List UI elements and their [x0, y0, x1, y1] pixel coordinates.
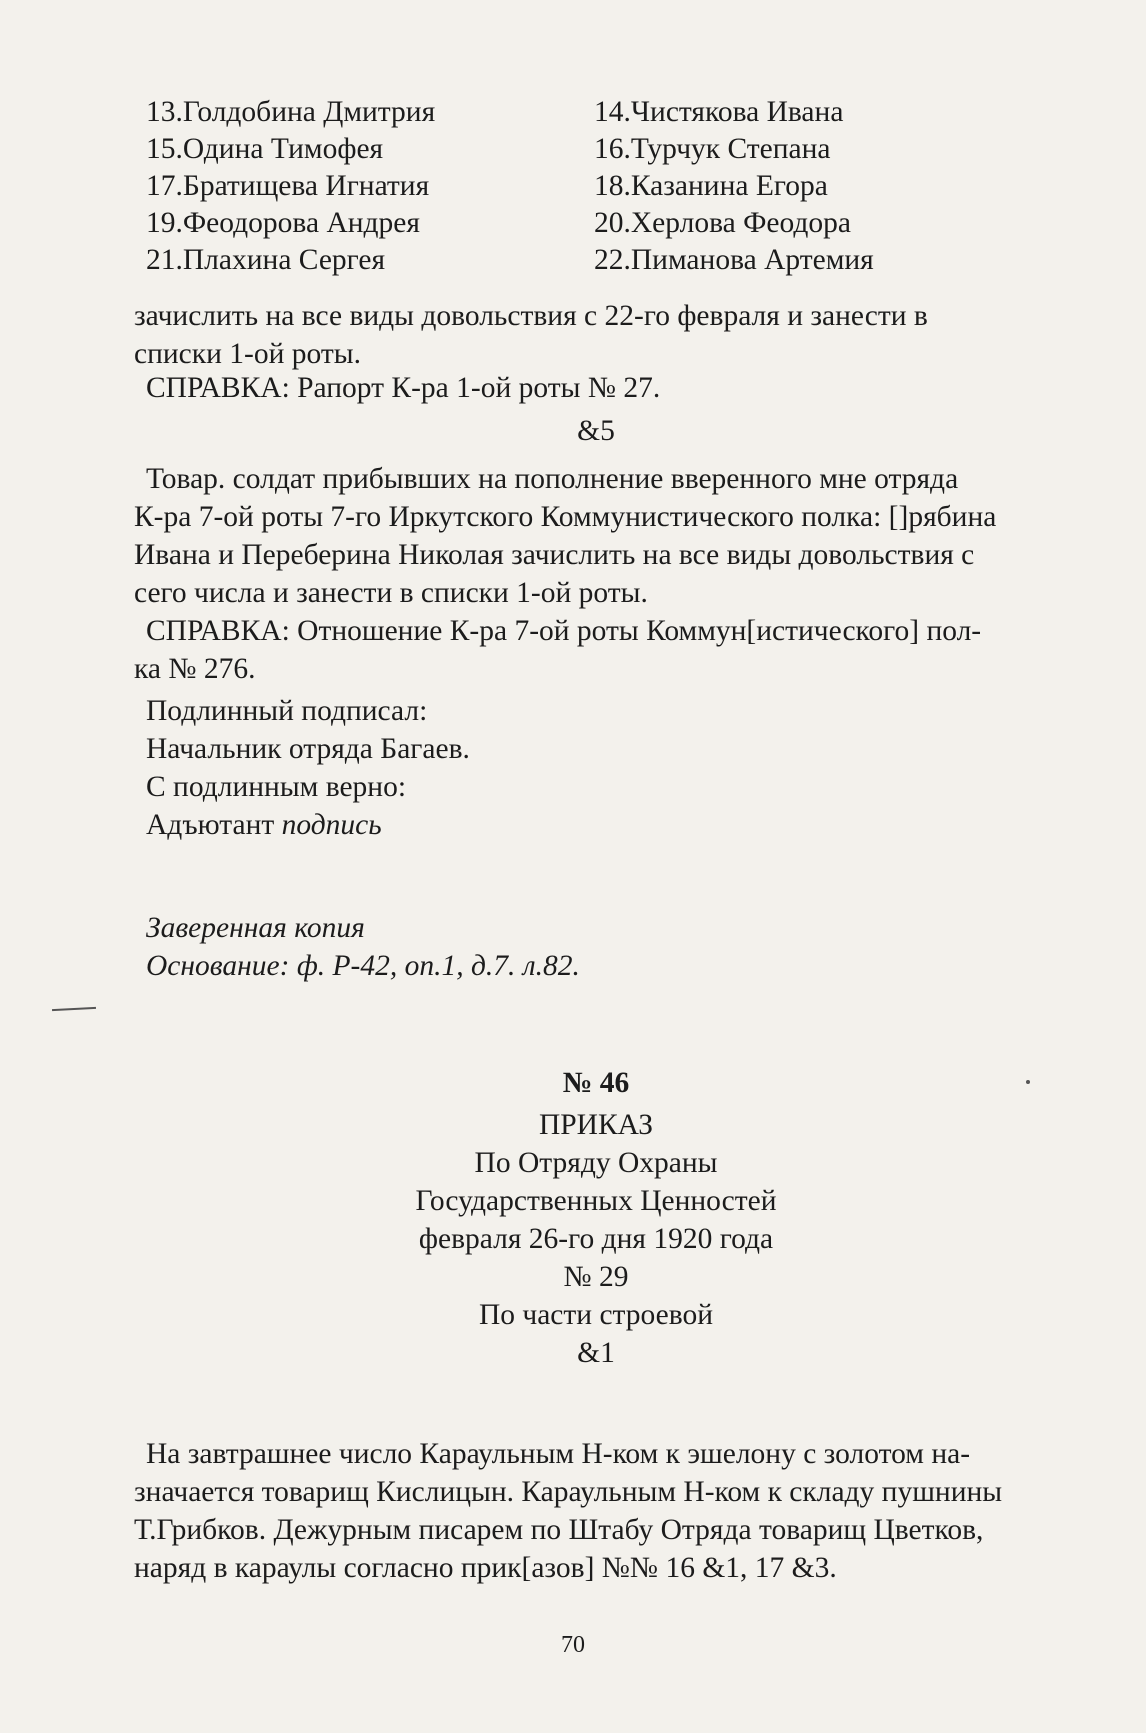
spravka-note — [134, 612, 1058, 688]
paragraph-line: списки 1-ой роты. — [134, 338, 361, 370]
list-row — [146, 242, 1046, 279]
archive-basis: Основание: ф. Р-42, оп.1, д.7. л.82. — [146, 950, 580, 982]
paragraph-line: Ивана и Переберина Николая зачислить на все виды довольствия с — [134, 539, 975, 571]
adjutant-signature: подпись — [281, 809, 382, 841]
chief-line: Начальник отряда Багаев. — [146, 733, 470, 765]
document-number: № 46 — [562, 1067, 630, 1099]
names-list — [146, 94, 1046, 279]
signed-label: Подлинный подписал: — [146, 695, 428, 727]
list-item: 21.Плахина Сергея — [146, 244, 386, 276]
paragraph-line: значается товарищ Кислицын. Караульным Н-ком к складу пушнины — [134, 1476, 1003, 1508]
margin-mark — [52, 1007, 96, 1011]
list-item: 19.Феодорова Андрея — [146, 207, 420, 239]
certification-block — [146, 909, 1070, 985]
paragraph-line: Т.Грибков. Дежурным писарем по Штабу Отряда товарищ Цветков, — [134, 1514, 984, 1546]
list-row — [146, 94, 1046, 131]
paragraph-line: На завтрашнее число Караульным Н-ком к эшелону с золотом на- — [146, 1438, 971, 1470]
paragraph-line: СПРАВКА: Отношение К-ра 7-ой роты Коммун[истического] пол- — [146, 615, 982, 647]
order-part: По части строевой — [478, 1299, 714, 1331]
adjutant-line — [146, 806, 1070, 844]
paragraph-line: ка № 276. — [134, 653, 256, 685]
list-item: 17.Братищева Игнатия — [146, 170, 430, 202]
list-row — [146, 205, 1046, 242]
order-title: ПРИКАЗ — [538, 1109, 654, 1141]
list-item: 20.Херлова Феодора — [594, 207, 852, 239]
order-date: февраля 26-го дня 1920 года — [418, 1223, 774, 1255]
paragraph-line: сего числа и занести в списки 1-ой роты. — [134, 577, 648, 609]
order-header — [134, 1064, 1058, 1372]
page-number: 70 — [561, 1632, 585, 1658]
section-marker: &5 — [577, 415, 615, 447]
order-subtitle: По Отряду Охраны — [474, 1147, 718, 1179]
order-number: № 29 — [563, 1261, 629, 1293]
list-item: 15.Одина Тимофея — [146, 133, 384, 165]
spravka-note: СПРАВКА: Рапорт К-ра 1-ой роты № 27. — [146, 372, 661, 404]
list-row — [146, 168, 1046, 205]
adjutant-title: Адъютант — [146, 809, 275, 841]
list-item: 14.Чистякова Ивана — [594, 96, 844, 128]
list-item: 22.Пиманова Артемия — [594, 244, 874, 276]
paragraph-line: наряд в караулы согласно прик[азов] №№ 16 &1, 17 &3. — [134, 1552, 837, 1584]
paragraph-line: Товар. солдат прибывших на пополнение вверенного мне отряда — [146, 463, 959, 495]
signature-block — [146, 692, 1070, 844]
list-item: 16.Турчук Степана — [594, 133, 831, 165]
enrollment-paragraph — [134, 297, 1058, 373]
list-item: 18.Казанина Егора — [594, 170, 828, 202]
verified-label: С подлинным верно: — [146, 771, 407, 803]
guard-duty-paragraph — [134, 1435, 1058, 1587]
paragraph-line: зачислить на все виды довольствия с 22-го февраля и занести в — [134, 300, 928, 332]
paragraph-line: К-ра 7-ой роты 7-го Иркутского Коммунистического полка: []рябина — [134, 501, 997, 533]
list-row — [146, 131, 1046, 168]
reinforcement-paragraph — [134, 460, 1058, 612]
section-marker: &1 — [577, 1337, 615, 1369]
list-item: 13.Голдобина Дмитрия — [146, 96, 436, 128]
certified-copy: Заверенная копия — [146, 912, 365, 944]
order-subtitle: Государственных Ценностей — [415, 1185, 777, 1217]
